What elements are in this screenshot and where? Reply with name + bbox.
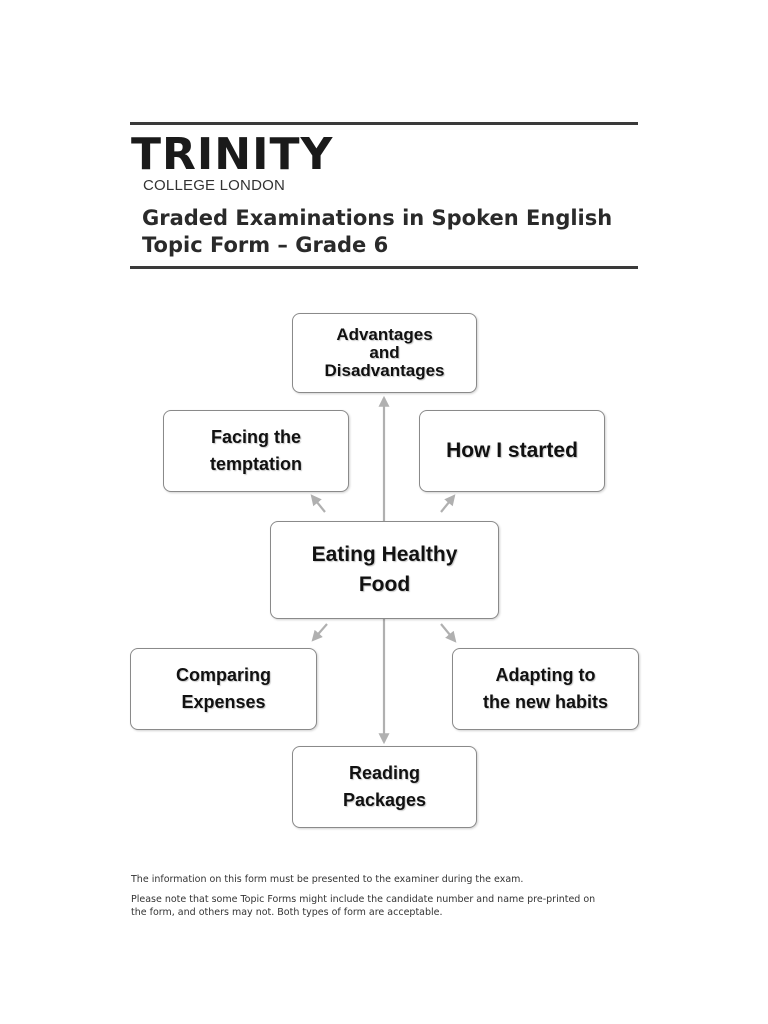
node-adapting-new-habits: Adapting to the new habits (452, 648, 639, 730)
trinity-logo-subtitle: COLLEGE LONDON (143, 177, 286, 194)
node-how-i-started: How I started (419, 410, 605, 492)
arrow-to-lower-right (441, 624, 455, 641)
footer-note-exam: The information on this form must be presented to the examiner during the exam. (131, 874, 524, 885)
node-comparing-expenses: Comparing Expenses (130, 648, 317, 730)
node-facing-temptation: Facing the temptation (163, 410, 349, 492)
node-advantages-disadvantages: Advantages and Disadvantages (292, 313, 477, 393)
node-eating-healthy-food: Eating Healthy Food (270, 521, 499, 619)
arrow-to-upper-right (441, 496, 454, 512)
arrow-to-lower-left (313, 624, 327, 640)
form-title-line2: Topic Form – Grade 6 (142, 233, 389, 257)
form-title-line1: Graded Examinations in Spoken English (142, 206, 613, 230)
node-reading-packages: Reading Packages (292, 746, 477, 828)
trinity-logo-word: TRINITY (131, 129, 334, 180)
footer-note-topic-forms: Please note that some Topic Forms might include the candidate number and name pre-printed on the form, and others may not. Both types of form are acceptable. (131, 894, 596, 918)
arrow-to-upper-left (312, 496, 325, 512)
